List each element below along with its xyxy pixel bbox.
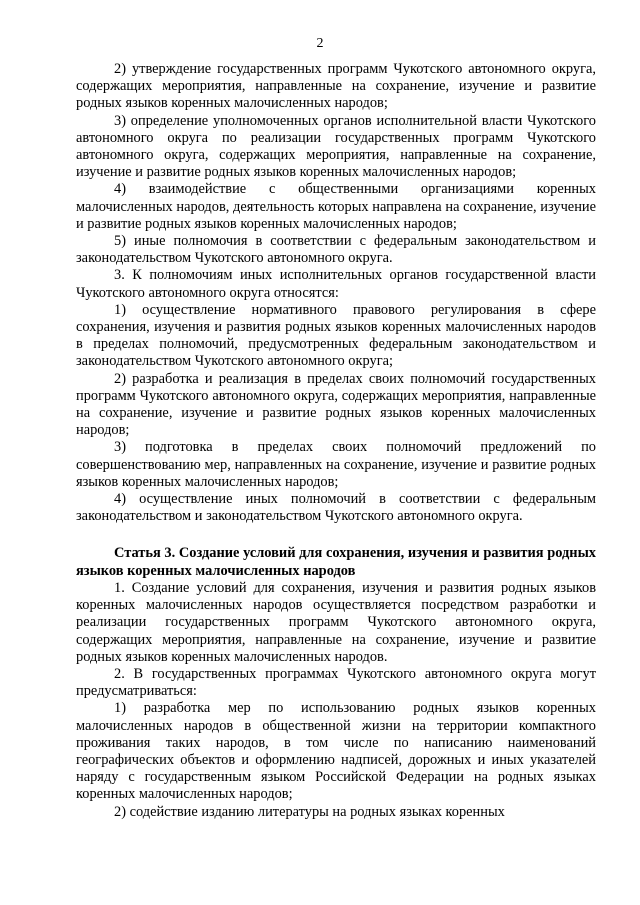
paragraph: 2) утверждение государственных программ Чукотского автономного округа, содержащих мероприятия, направленные на сохранение, изучение и развитие родных языков коренных малочисленных народов; <box>76 61 596 112</box>
paragraph: 1) осуществление нормативного правового регулирования в сфере сохранения, изучения и развития родных языков коренных малочисленных народов в пределах полномочий, предусмотренных федеральным законодательством и законодательством Чукотского автономного округа; <box>76 301 596 370</box>
document-body <box>76 61 596 821</box>
paragraph: 3) подготовка в пределах своих полномочий предложений по совершенствованию мер, направленных на сохранение, изучение и развитие родных языков коренных малочисленных народов; <box>76 439 596 490</box>
paragraph: 4) взаимодействие с общественными организациями коренных малочисленных народов, деятельность которых направлена на сохранение, изучение и развитие родных языков коренных малочисленных народов; <box>76 181 596 232</box>
paragraph: 2) разработка и реализация в пределах своих полномочий государственных программ Чукотского автономного округа, содержащих мероприятия, направленные на сохранение, изучение и развитие родных языков коренных малочисленных народов; <box>76 370 596 439</box>
paragraph: 2. В государственных программах Чукотского автономного округа могут предусматриваться: <box>76 665 596 700</box>
paragraph: 2) содействие изданию литературы на родных языках коренных <box>114 803 505 820</box>
paragraph: 3. К полномочиям иных исполнительных органов государственной власти Чукотского автономного округа относятся: <box>76 267 596 301</box>
paragraph: 5) иные полномочия в соответствии с федеральным законодательством и законодательством Чукотского автономного округа. <box>76 233 596 267</box>
paragraph: 4) осуществление иных полномочий в соответствии с федеральным законодательством и законодательством Чукотского автономного округа. <box>76 491 596 525</box>
article-heading: Статья 3. Создание условий для сохранения, изучения и развития родных языков коренных малочисленных народов <box>76 545 596 579</box>
paragraph: 1. Создание условий для сохранения, изучения и развития родных языков коренных малочисленных народов осуществляется посредством разработки и реализации государственных программ Чукотского автономного округа, содержащих мероприятия, направленные на сохранение, изучение и развитие родных языков коренных малочисленных народов. <box>76 579 596 665</box>
paragraph: 3) определение уполномоченных органов исполнительной власти Чукотского автономного округа по реализации государственных программ Чукотского автономного округа, содержащих мероприятия, направленные на сохранение, изучение и развитие родных языков коренных малочисленных народов; <box>76 112 596 181</box>
page-number: 2 <box>316 36 324 51</box>
paragraph: 1) разработка мер по использованию родных языков коренных малочисленных народов в общественной жизни на территории компактного проживания таких народов, в том числе по написанию наименований географических объектов и оформлению надписей, дорожных и иных указателей наряду с государственным языком Российской Федерации на родных языках коренных малочисленных народов; <box>76 700 596 803</box>
